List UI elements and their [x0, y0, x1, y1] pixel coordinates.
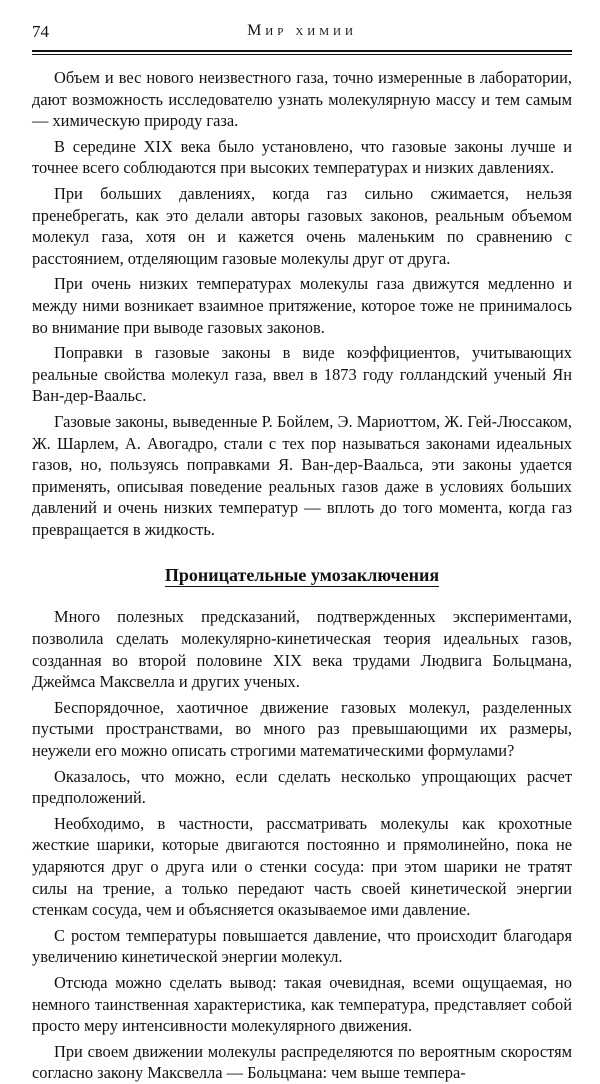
section-1 — [32, 67, 572, 540]
paragraph: Беспорядочное, хаотичное движение газовых молекул, разделенных пустыми пространствами, во много раз превышающими их размеры, неужели его можно описать строгими математическими формулами? — [32, 697, 572, 761]
book-page — [32, 22, 572, 1084]
page-header — [32, 22, 572, 44]
paragraph: В середине XIX века было установлено, что газовые законы лучше и точнее всего соблюдаются при высоких температурах и низких давлениях. — [32, 136, 572, 178]
header-rule — [32, 50, 572, 52]
paragraph: С ростом температуры повышается давление, что происходит благодаря увеличению кинетической энергии молекул. — [32, 925, 572, 967]
section-heading — [32, 564, 572, 586]
paragraph: При больших давлениях, когда газ сильно сжимается, нельзя пренебрегать, как это делали авторы газовых законов, реальным объемом молекул газа, хотя он и кажется очень маленьким по сравнению с расстоянием, отделяющим газовые молекулы друг от друга. — [32, 183, 572, 268]
paragraph: Газовые законы, выведенные Р. Бойлем, Э. Мариоттом, Ж. Гей-Люссаком, Ж. Шарлем, А. Авогадро, стали с тех пор называться законами идеальных газов, но, пользуясь поправками Я. Ван-дер-Ваальса, эти законы удается применять, описывая поведение реальных газов даже в условиях больших давлений и очень низких температур — вплоть до того момента, когда газ превращается в жидкость. — [32, 411, 572, 539]
paragraph: Много полезных предсказаний, подтвержденных экспериментами, позволила сделать молекулярно-кинетическая теория идеальных газов, созданная во второй половине XIX века трудами Людвига Больцмана, Джеймса Максвелла и других ученых. — [32, 607, 572, 692]
paragraph: При своем движении молекулы распределяются по вероятным скоростям согласно закону Максвелла — Больцмана: чем выше темпера- — [32, 1041, 572, 1083]
paragraph: Необходимо, в частности, рассматривать молекулы как крохотные жесткие шарики, которые двигаются постоянно и прямолинейно, пока не ударяются друг о друга или о стенки сосуда: при этом шарики не тратят силы на трение, а только передают часть своей кинетической энергии стенкам сосуда, чем и объясняется оказываемое ими давление. — [32, 813, 572, 920]
section-2 — [32, 606, 572, 1083]
paragraph: Поправки в газовые законы в виде коэффициентов, учитывающих реальные свойства молекул газа, ввел в 1873 году голландский ученый Ян Ван-дер-Ваальс. — [32, 343, 572, 406]
running-title: Мир химии — [247, 22, 357, 39]
paragraph: Объем и вес нового неизвестного газа, точно измеренные в лаборатории, дают возможность исследователю узнать молекулярную массу и тем самым — химическую природу газа. — [32, 68, 572, 131]
paragraph: При очень низких температурах молекулы газа движутся медленно и между ними возникает взаимное притяжение, которое тоже не принималось во внимание при выводе газовых законов. — [32, 274, 572, 337]
paragraph: Оказалось, что можно, если сделать несколько упрощающих расчет предположений. — [32, 766, 572, 808]
paragraph: Отсюда можно сделать вывод: такая очевидная, всеми ощущаемая, но немного таинственная характеристика, как температура, представляет собой просто меру интенсивности молекулярного движения. — [32, 972, 572, 1036]
header-rule-thin — [32, 54, 572, 55]
section-heading-text: Проницательные умозаключения — [164, 565, 440, 586]
page-number: 74 — [32, 22, 49, 41]
